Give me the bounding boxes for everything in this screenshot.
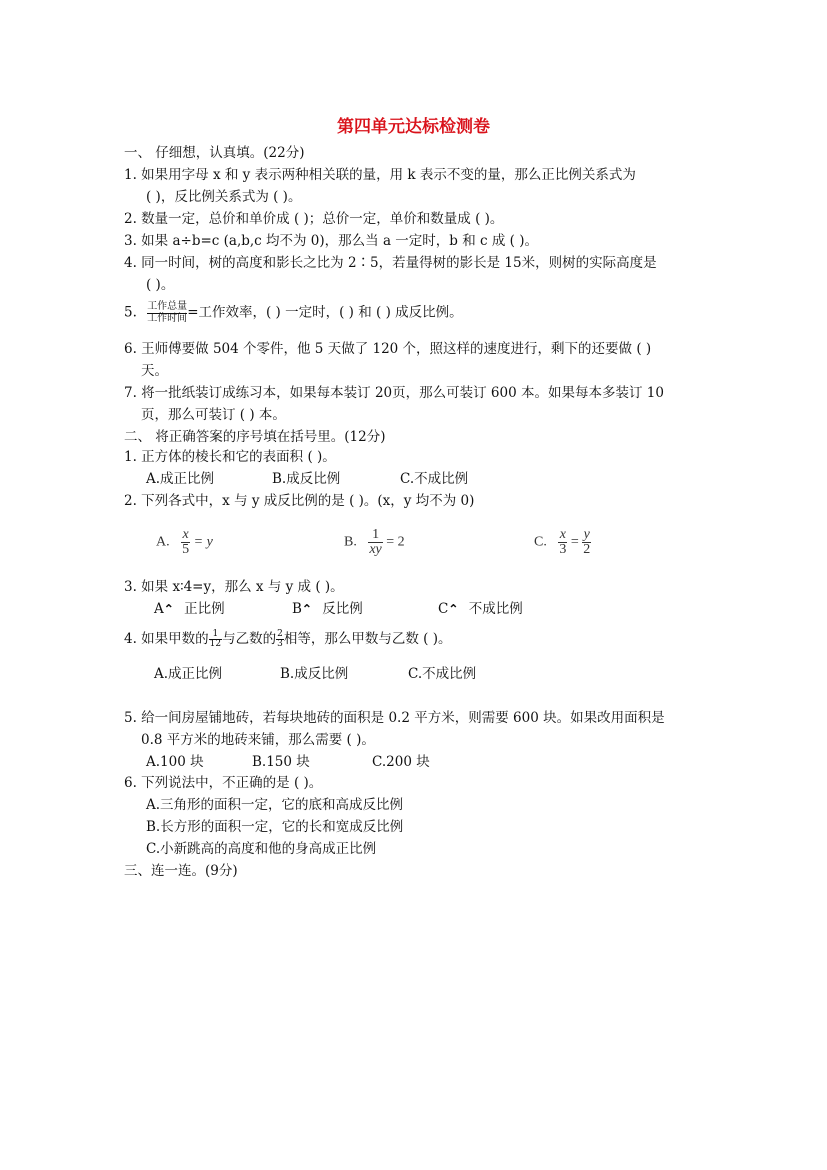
s1-q1-line2: ( )，反比例关系式为 ( )。 <box>146 189 302 205</box>
s2-q5-option-c: C.200 块 <box>372 754 430 770</box>
s2-q2-option-b-fraction <box>368 528 382 557</box>
s2-q5-line2: 0.8 平方米的地砖来铺，那么需要 ( )。 <box>141 732 375 748</box>
s2-q4-part2: 与乙数的 <box>222 631 277 647</box>
s2-q1-option-c: C.不成比例 <box>400 471 469 487</box>
s2-q3-option-c <box>438 600 523 618</box>
s1-q6-line1: 6. 王师傅要做 504 个零件，他 5 天做了 120 个，照这样的速度进行，剩下的还要做 ( ) <box>124 341 652 357</box>
s2-q2-option-a-fraction <box>181 528 190 557</box>
s2-q2-c-right-numerator: y <box>583 527 590 542</box>
section3-heading: 三、连一连。(9分) <box>124 863 238 879</box>
s2-q2-c-equals: = <box>570 534 579 550</box>
s2-q3-option-a <box>154 600 225 618</box>
page-title: 第四单元达标检测卷 <box>337 117 490 137</box>
s2-q2-b-denominator: xy <box>369 542 382 557</box>
s2-q6: 6. 下列说法中，不正确的是 ( )。 <box>124 775 323 791</box>
s2-q4-option-b: B.成反比例 <box>280 666 349 682</box>
s2-q2-c-right-denominator: 2 <box>583 542 591 557</box>
s2-q4-f2-denominator: 3 <box>277 639 283 649</box>
s1-q5-work-fraction <box>147 302 187 324</box>
s2-q2-option-b <box>344 528 405 557</box>
s1-q7-line2: 页，那么可装订 ( ) 本。 <box>141 407 286 423</box>
s2-q2-option-c-left-fraction <box>558 528 567 557</box>
s2-q4-option-c: C.不成比例 <box>408 666 477 682</box>
caret-icon: ⌃ <box>163 602 174 616</box>
s2-q1: 1. 正方体的棱长和它的表面积 ( )。 <box>124 449 336 465</box>
s2-q2-c-left-numerator: x <box>559 527 566 542</box>
s2-q5-option-b: B.150 块 <box>252 754 310 770</box>
s1-q5-rest: =工作效率，( ) 一定时，( ) 和 ( ) 成反比例。 <box>187 304 463 321</box>
s2-q5-option-a: A.100 块 <box>146 754 204 770</box>
s2-q3-option-b-letter: B <box>292 601 302 617</box>
s2-q1-option-b: B.成反比例 <box>272 471 341 487</box>
s1-q1-line1: 1. 如果用字母 x 和 y 表示两种相关联的量，用 k 表示不变的量，那么正比例关系式为 <box>124 167 636 183</box>
s2-q5-line1: 5. 给一间房屋铺地砖，若每块地砖的面积是 0.2 平方米，则需要 600 块。如果改用面积是 <box>124 710 665 726</box>
s2-q3-option-b-text: 反比例 <box>322 601 363 617</box>
s2-q3-option-a-text: 正比例 <box>184 601 225 617</box>
s2-q4 <box>124 630 451 649</box>
s1-q4-line2: ( )。 <box>146 277 175 293</box>
s2-q2-option-b-label: B. <box>344 534 357 550</box>
section1-heading: 一、 仔细想，认真填。(22分) <box>124 145 305 161</box>
s1-q5-number: 5. <box>124 304 137 321</box>
s2-q3: 3. 如果 x∶4=y，那么 x 与 y 成 ( )。 <box>124 579 344 595</box>
s2-q4-fraction-2 <box>276 630 284 649</box>
s2-q3-option-b <box>292 600 363 618</box>
s2-q2: 2. 下列各式中，x 与 y 成反比例的是 ( )。(x，y 均不为 0) <box>124 493 475 509</box>
s2-q2-option-a <box>156 528 213 557</box>
s2-q3-option-a-letter: A <box>154 601 164 617</box>
s1-q5 <box>124 302 463 324</box>
s2-q6-option-a: A.三角形的面积一定，它的底和高成反比例 <box>146 797 404 813</box>
s1-q5-frac-denominator: 工作时间 <box>147 312 188 324</box>
s2-q4-fraction-1 <box>209 630 222 649</box>
section2-heading: 二、 将正确答案的序号填在括号里。(12分) <box>124 429 386 445</box>
s2-q2-a-denominator: 5 <box>182 542 190 557</box>
s2-q2-option-c <box>534 528 591 557</box>
s2-q2-a-rhs: = y <box>193 534 213 550</box>
s2-q4-f2-numerator: 2 <box>277 629 283 639</box>
s1-q6-line2: 天。 <box>141 363 168 379</box>
s2-q4-part3: 相等，那么甲数与乙数 ( )。 <box>283 631 452 647</box>
s1-q3: 3. 如果 a÷b=c (a,b,c 均不为 0)，那么当 a 一定时，b 和 c 成 ( )。 <box>124 233 538 249</box>
s2-q2-c-left-denominator: 3 <box>559 542 567 557</box>
s1-q7-line1: 7. 将一批纸装订成练习本，如果每本装订 20页，那么可装订 600 本。如果每本多装订 10 <box>124 385 664 401</box>
s2-q2-option-c-right-fraction <box>582 528 591 557</box>
caret-icon: ⌃ <box>448 602 459 616</box>
s1-q5-frac-numerator: 工作总量 <box>147 301 188 312</box>
caret-icon: ⌃ <box>301 602 312 616</box>
s2-q4-f1-numerator: 1 <box>209 630 222 640</box>
s2-q4-option-a: A.成正比例 <box>154 666 223 682</box>
s2-q2-option-c-label: C. <box>534 534 547 550</box>
s2-q2-b-numerator: 1 <box>368 528 382 543</box>
s2-q2-option-a-label: A. <box>156 534 170 550</box>
s1-q4-line1: 4. 同一时间，树的高度和影长之比为 2∶5，若量得树的影长是 15米，则树的实际高度是 <box>124 255 657 271</box>
s2-q2-a-numerator: x <box>182 527 189 542</box>
s2-q3-option-c-text: 不成比例 <box>468 601 523 617</box>
s2-q4-f1-denominator: 12 <box>209 639 222 649</box>
s2-q3-option-c-letter: C <box>438 601 449 617</box>
s1-q2: 2. 数量一定，总价和单价成 ( )；总价一定，单价和数量成 ( )。 <box>124 211 504 227</box>
s2-q4-part1: 4. 如果甲数的 <box>124 631 209 647</box>
s2-q6-option-b: B.长方形的面积一定，它的长和宽成反比例 <box>146 819 404 835</box>
s2-q1-option-a: A.成正比例 <box>146 471 215 487</box>
s2-q2-b-rhs: = 2 <box>386 534 405 550</box>
s2-q6-option-c: C.小新跳高的高度和他的身高成正比例 <box>146 841 377 857</box>
